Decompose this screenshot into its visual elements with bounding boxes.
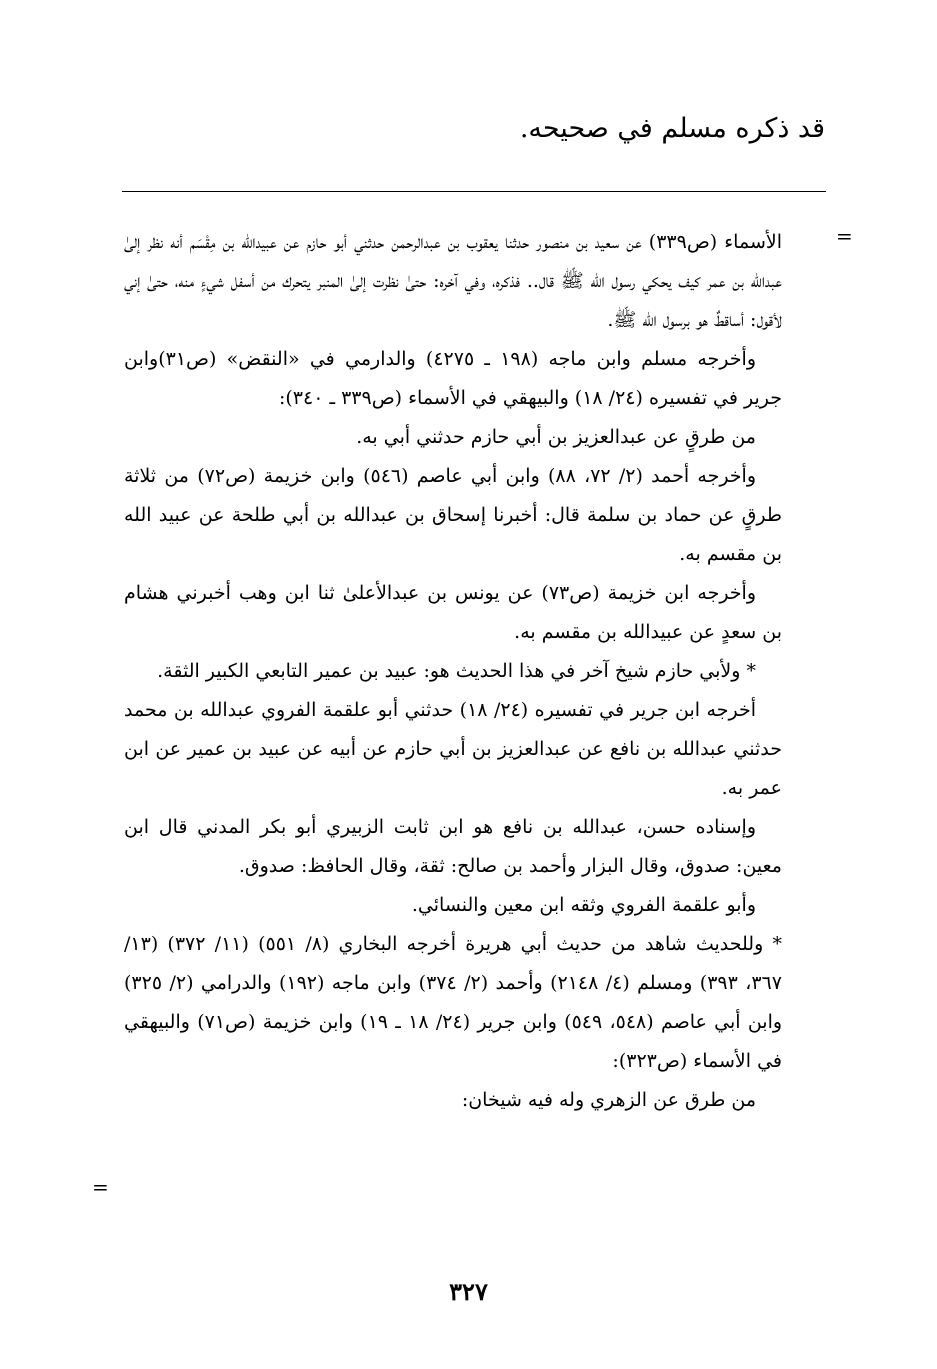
footnotes-block	[124, 223, 782, 1120]
footnote-paragraph: من طرقٍ عن عبدالعزيز بن أبي حازم حدثني أبي به.	[356, 426, 756, 448]
footnote-paragraph: وأخرجه ابن خزيمة (ص٧٣) عن يونس بن عبدالأعلىٰ ثنا ابن وهب أخبرني هشام بن سعدٍ عن عبيدالله بن مقسم به.	[124, 582, 782, 643]
footnote-paragraph: وإسناده حسن، عبدالله بن نافع هو ابن ثابت الزبيري أبو بكر المدني قال ابن معين: صدوق، وقال البزار وأحمد بن صالح: ثقة، وقال الحافظ: صدوق.	[124, 816, 782, 877]
footnote-paragraph: وأخرجه مسلم وابن ماجه (١٩٨ ـ ٤٢٧٥) والدارمي في «النقض» (ص٣١)وابن جرير في تفسيره (٢٤/ ١٨) والبيهقي في الأسماء (ص٣٣٩ ـ ٣٤٠):	[124, 348, 782, 409]
footnote-paragraph: وأخرجه أحمد (٢/ ٧٢، ٨٨) وابن أبي عاصم (٥٤٦) وابن خزيمة (ص٧٢) من ثلاثة طرقٍ عن حماد بن سلمة قال: أخبرنا إسحاق بن عبدالله بن أبي طلحة عن عبيد الله بن مقسم به.	[124, 465, 782, 565]
footnote-paragraph: * وللحديث شاهد من حديث أبي هريرة أخرجه البخاري (٨/ ٥٥١) (١١/ ٣٧٢) (١٣/ ٣٦٧، ٣٩٣) ومسلم (٤/ ٢١٤٨) وأحمد (٢/ ٣٧٤) وابن ماجه (١٩٢) والدرامي (٢/ ٣٢٥) وابن أبي عاصم (٥٤٨، ٥٤٩) وابن جرير (٢٤/ ١٨ ـ ١٩) وابن خزيمة (ص٧١) والبيهقي في الأسماء (ص٣٢٣):	[124, 933, 783, 1072]
footnote-paragraph: الأسماء (ص٣٣٩) عن سعيد بن منصور حدثنا يعقوب بن عبدالرحمن حدثني أبو حازم عن عبيدالله بن مِقْسَم أنه نظر إلىٰ عبدالله بن عمر كيف يحكي رسول الله ﷺ قال.. فذكره، وفي آخره: حتىٰ نظرت إلىٰ المنبر يتحرك من أسفل شيءٍ منه، حتىٰ إني لأقول: أساقطٌ هو برسول الله ﷺ.	[124, 231, 782, 331]
footnote-paragraph: من طرق عن الزهري وله فيه شيخان:	[461, 1089, 756, 1111]
footnote-paragraph: * ولأبي حازم شيخ آخر في هذا الحديث هو: عبيد بن عمير التابعي الكبير الثقة.	[157, 660, 756, 682]
footnote-paragraph: وأبو علقمة الفروي وثقه ابن معين والنسائي.	[411, 894, 756, 916]
footnote-paragraph: أخرجه ابن جرير في تفسيره (٢٤/ ١٨) حدثني أبو علقمة الفروي عبدالله بن محمد حدثني عبدالله بن نافع عن عبدالعزيز بن أبي حازم عن أبيه عن عبيد بن عمير عن ابن عمر به.	[124, 699, 782, 799]
main-text: قد ذكره مسلم في صحيحه.	[519, 113, 825, 144]
footnote-continuation-mark-top: =	[836, 224, 853, 248]
footnote-divider	[122, 191, 826, 192]
footnote-continuation-mark-bottom: =	[92, 1175, 109, 1199]
page-number: ٣٢٧	[449, 1277, 488, 1306]
